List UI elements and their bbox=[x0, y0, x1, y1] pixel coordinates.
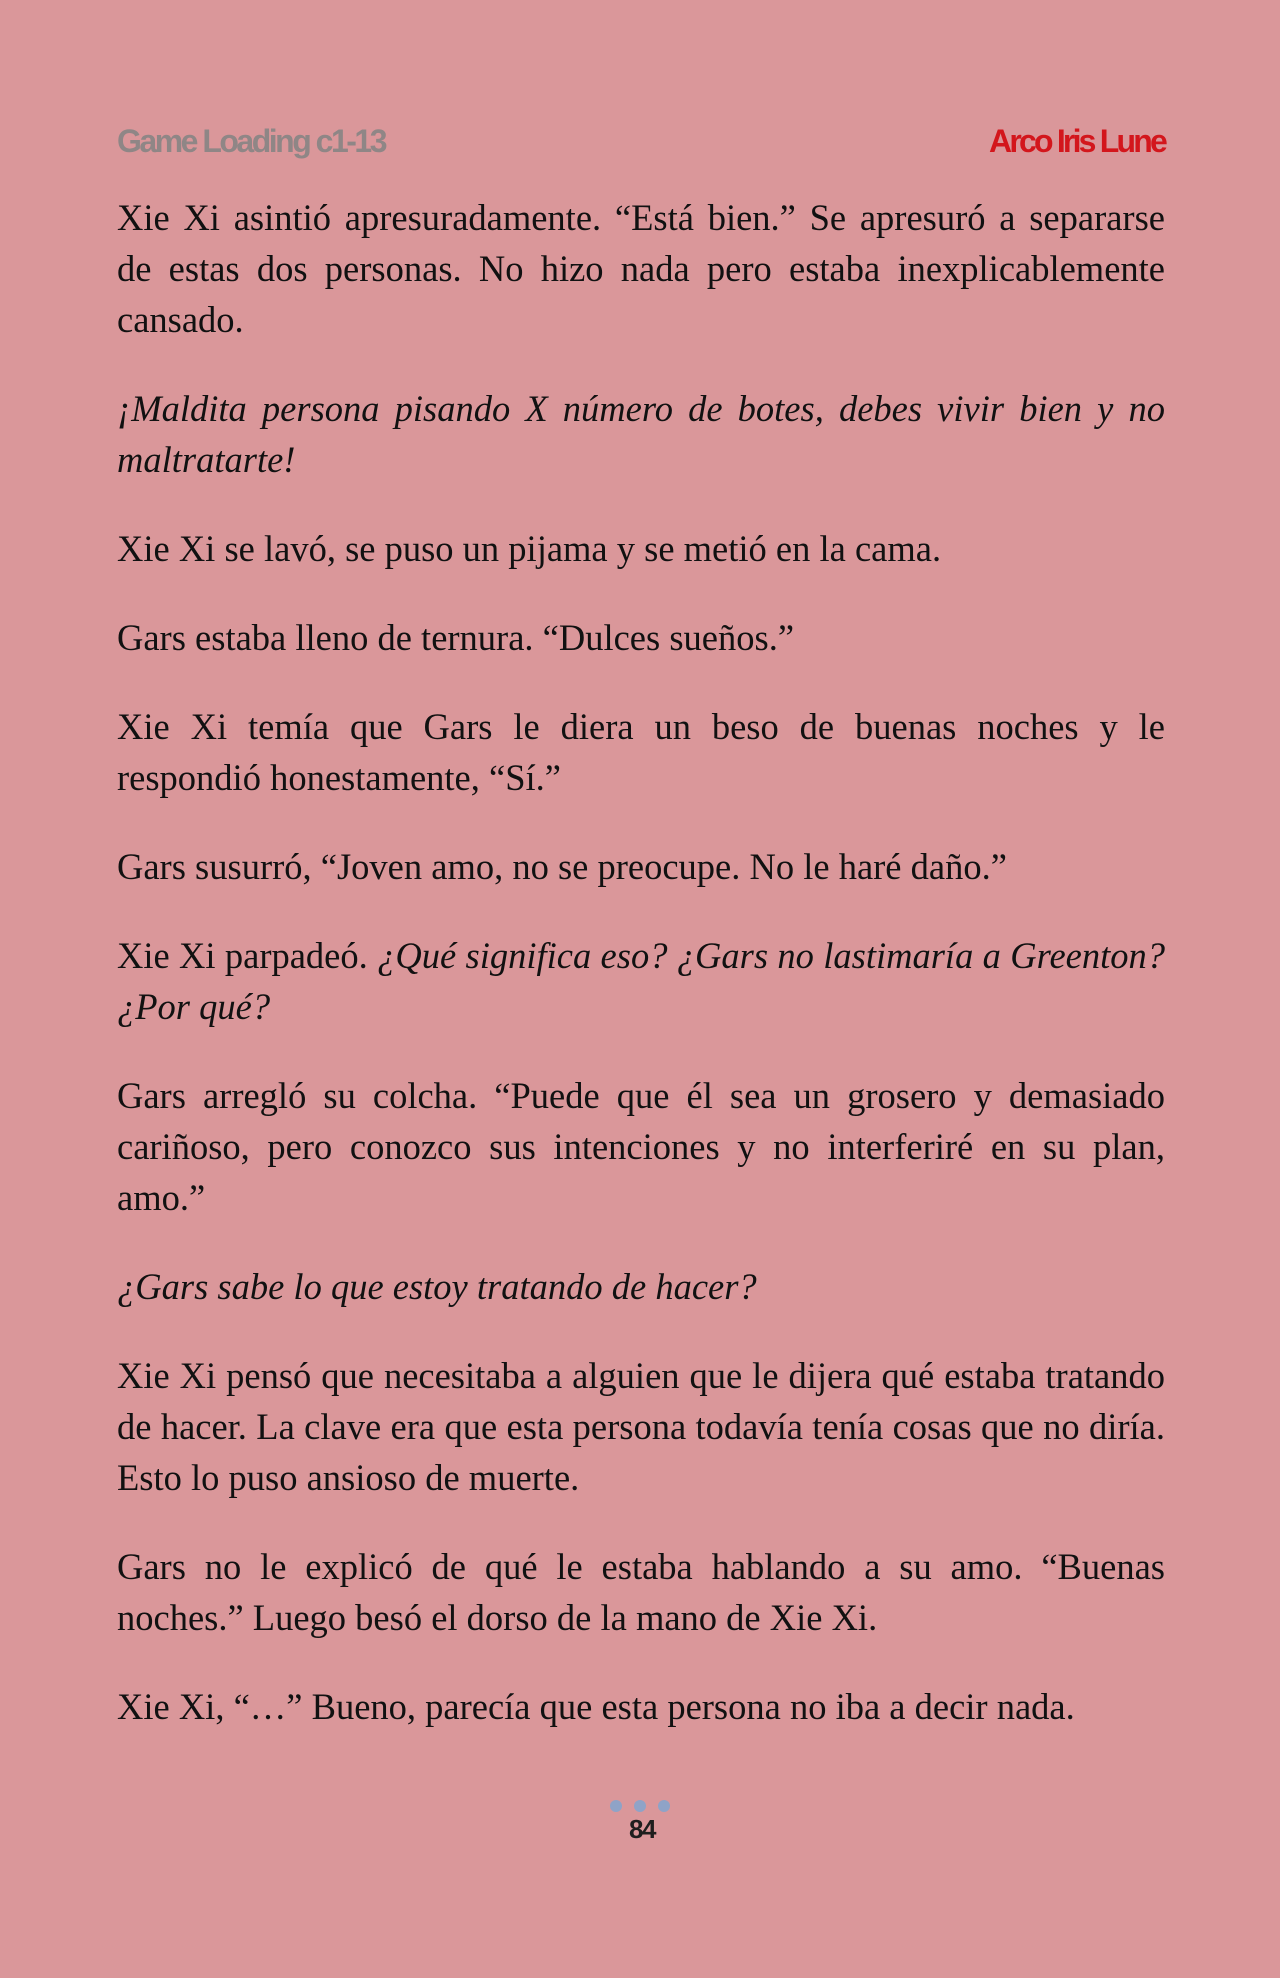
paragraph: Xie Xi pensó que necesitaba a alguien que le dijera qué estaba tratando de hacer. La clave era que esta persona todavía tenía cosas que no diría. Esto lo puso ansioso de muerte. bbox=[117, 1355, 1165, 1498]
dot-icon bbox=[610, 1800, 622, 1812]
page-body bbox=[117, 192, 1165, 1770]
paragraph: Gars no le explicó de qué le estaba hablando a su amo. “Buenas noches.” Luego besó el dorso de la mano de Xie Xi. bbox=[117, 1546, 1165, 1638]
paragraph: Xie Xi temía que Gars le diera un beso de buenas noches y le respondió honestamente, “Sí.” bbox=[117, 706, 1165, 798]
page-footer bbox=[0, 1800, 1280, 1845]
paragraph: Xie Xi asintió apresuradamente. “Está bien.” Se apresuró a separarse de estas dos personas. No hizo nada pero estaba inexplicablemente cansado. bbox=[117, 197, 1165, 340]
paragraph: Gars susurró, “Joven amo, no se preocupe. No le haré daño.” bbox=[117, 846, 1007, 887]
book-title: Game Loading c1-13 bbox=[117, 122, 385, 159]
page-number: 84 bbox=[629, 1814, 655, 1844]
italic-text: ¡Maldita persona pisando X número de botes, debes vivir bien y no maltratarte! bbox=[117, 388, 1165, 480]
dot-icon bbox=[634, 1800, 646, 1812]
translator-credit: Arco Iris Lune bbox=[989, 122, 1165, 159]
paragraph-mixed bbox=[117, 930, 1165, 1032]
plain-text: Xie Xi parpadeó. bbox=[117, 935, 368, 976]
paragraph: Gars estaba lleno de ternura. “Dulces sueños.” bbox=[117, 617, 795, 658]
ornament-dots bbox=[0, 1800, 1280, 1812]
italic-text: ¿Gars sabe lo que estoy tratando de hacer? bbox=[117, 1266, 757, 1307]
italic-text: ¿Qué significa eso? ¿Gars no lastimaría a Greenton? ¿Por qué? bbox=[117, 935, 1165, 1027]
page-header bbox=[117, 118, 1165, 164]
paragraph: Gars arregló su colcha. “Puede que él sea un grosero y demasiado cariñoso, pero conozco sus intenciones y no interferiré en su plan, amo.” bbox=[117, 1075, 1165, 1218]
paragraph-italic bbox=[117, 1261, 1165, 1312]
paragraph: Xie Xi se lavó, se puso un pijama y se metió en la cama. bbox=[117, 528, 942, 569]
paragraph-italic bbox=[117, 383, 1165, 485]
paragraph: Xie Xi, “…” Bueno, parecía que esta persona no iba a decir nada. bbox=[117, 1686, 1075, 1727]
dot-icon bbox=[658, 1800, 670, 1812]
